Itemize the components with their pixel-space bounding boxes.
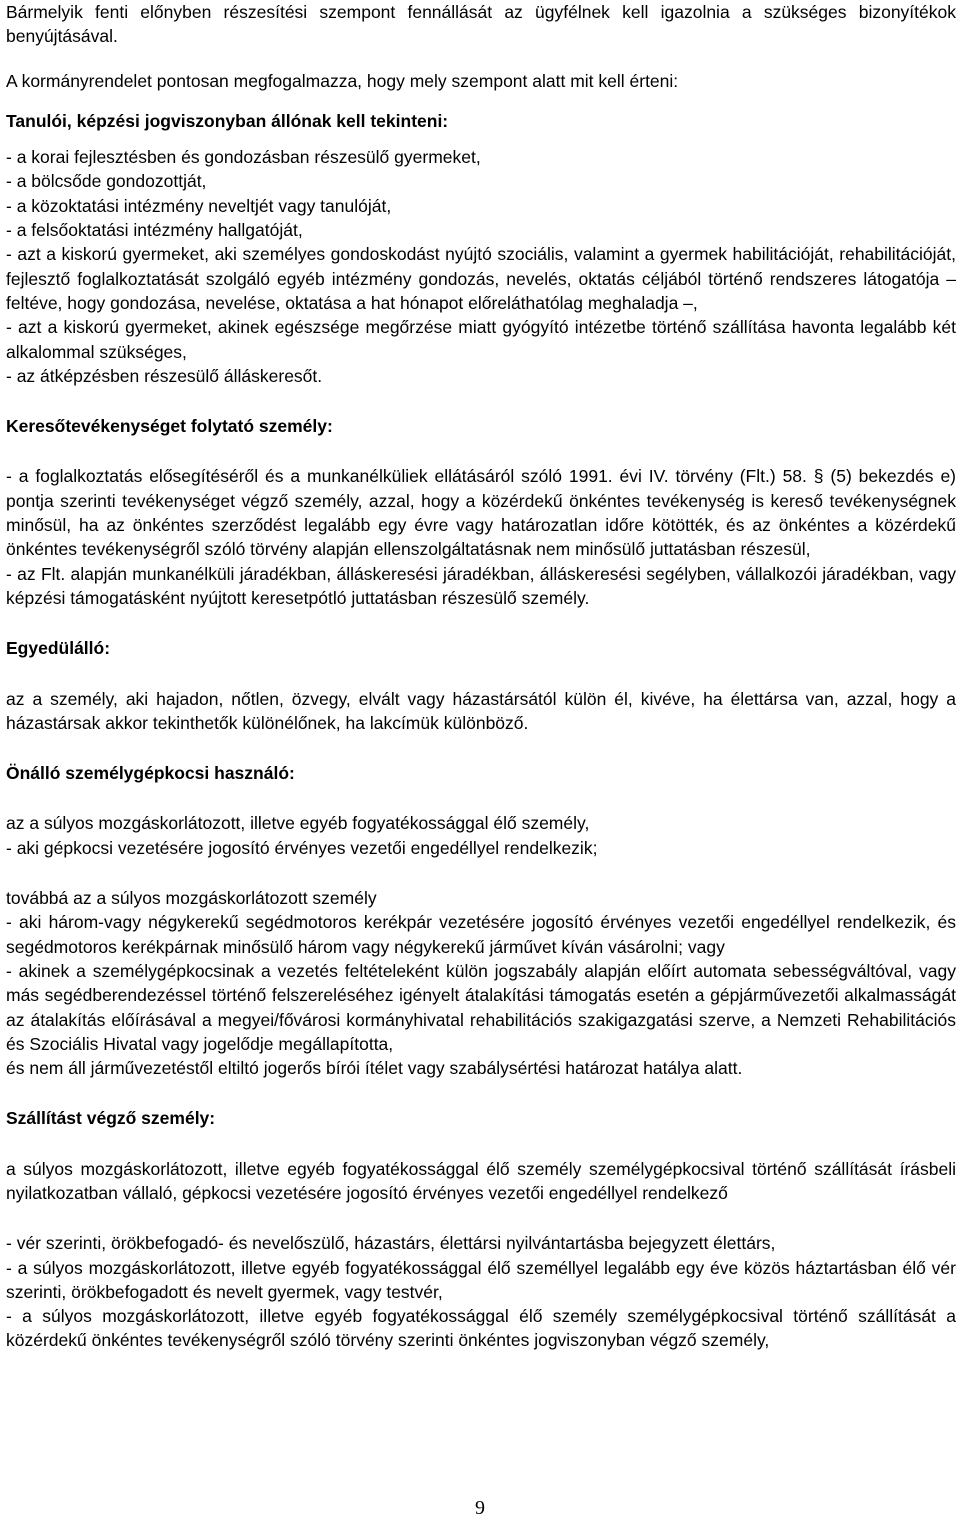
list-item: - a közoktatási intézmény neveltjét vagy tanulóját, bbox=[6, 195, 392, 216]
driver-line: és nem áll járművezetéstől eltiltó jogerős bírói ítélet vagy szabálysértési határozat hatálya alatt. bbox=[6, 1058, 743, 1079]
document-body bbox=[6, 0, 956, 1353]
section-heading-driver: Önálló személygépkocsi használó: bbox=[6, 763, 295, 784]
driver-line: - aki gépkocsi vezetésére jogosító érvényes vezetői engedéllyel rendelkezik; bbox=[6, 837, 598, 858]
single-definition: az a személy, aki hajadon, nőtlen, özvegy, elvált vagy házastársától külön él, kivéve, ha élettársa van, azzal, hogy a házastársak akkor tekinthetők különélőnek, ha lakcímük különböző. bbox=[6, 688, 956, 733]
driver-line: továbbá az a súlyos mozgáskorlátozott személy bbox=[6, 888, 377, 909]
transport-section bbox=[6, 1106, 956, 1352]
list-item: - a felsőoktatási intézmény hallgatóját, bbox=[6, 220, 303, 241]
driver-section bbox=[6, 761, 956, 1080]
page-number: 9 bbox=[475, 1497, 485, 1519]
single-section bbox=[6, 636, 956, 735]
list-item: - azt a kiskorú gyermeket, akinek egészsége megőrzése miatt gyógyító intézetbe történő szállítása havonta legalább két alkalommal szükséges, bbox=[6, 317, 956, 362]
list-item: - akinek a személygépkocsinak a vezetés feltételeként külön jogszabály alapján előírt automata sebességváltóval, vagy más segédberendezéssel történő felszereléséhez igényelt átalakítási támogatás esetén a gépjárművezetői alkalmasságát az átalakítás előírásával a megyei/fővárosi kormányhivatal rehabilitációs szakigazgatási szerve, a Nemzeti Rehabilitációs és Szociális Hivatal vagy jogelődje megállapította, bbox=[6, 960, 956, 1054]
driver-line: az a súlyos mozgáskorlátozott, illetve egyéb fogyatékossággal élő személy, bbox=[6, 813, 590, 834]
intro-paragraph: Bármelyik fenti előnyben részesítési szempont fennállását az ügyfélnek kell igazolnia a szükséges bizonyítékok benyújtásával. bbox=[6, 2, 956, 47]
list-item: - a súlyos mozgáskorlátozott, illetve egyéb fogyatékossággal élő személlyel legalább egy éve közös háztartásban élő vér szerinti, örökbefogadott és nevelt gyermek, vagy testvér, bbox=[6, 1257, 956, 1302]
list-item: - vér szerinti, örökbefogadó- és nevelőszülő, házastárs, élettársi nyilvántartásba bejegyzett élettárs, bbox=[6, 1233, 776, 1254]
transport-definition: a súlyos mozgáskorlátozott, illetve egyéb fogyatékossággal élő személy személygépkocsival történő szállítását írásbeli nyilatkozatban vállaló, gépkocsi vezetésére jogosító érvényes vezetői engedéllyel rendelkező bbox=[6, 1158, 956, 1203]
list-item: - az Flt. alapján munkanélküli járadékban, álláskeresési járadékban, álláskeresési segélyben, vállalkozói járadékban, vagy képzési támogatásként nyújtott keresetpótló juttatásban részesülő személy. bbox=[6, 563, 956, 608]
list-item: - a bölcsőde gondozottját, bbox=[6, 171, 207, 192]
jobseeker-section bbox=[6, 414, 956, 610]
list-item: - a foglalkoztatás elősegítéséről és a munkanélküliek ellátásáról szóló 1991. évi IV. törvény (Flt.) 58. § (5) bekezdés e) pontja szerinti tevékenységet végző személy, azzal, hogy a közérdekű önkéntes tevékenység is kereső tevékenységnek minősül, ha az önkéntes szerződést legalább egy évre vagy határozatlan időre kötötték, és az önkéntes a közérdekű önkéntes tevékenységről szóló törvény alapján ellenszolgáltatásnak nem minősülő juttatásban részesül, bbox=[6, 466, 956, 560]
section-heading-student: Tanulói, képzési jogviszonyban állónak kell tekinteni: bbox=[6, 110, 449, 131]
list-item: - azt a kiskorú gyermeket, aki személyes gondoskodást nyújtó szociális, valamint a gyermek habilitációját, rehabilitációját, fejlesztő foglalkoztatását szolgáló egyéb intézmény gondozás, nevelés, oktatás céljából történő rendszeres látogatója – feltéve, hogy gondozása, nevelése, oktatása a hat hónapot előreláthatólag meghaladja –, bbox=[6, 244, 956, 313]
list-item: - aki három-vagy négykerekű segédmotoros kerékpár vezetésére jogosító érvényes vezetői engedéllyel rendelkezik, és segédmotoros kerékpárnak minősülő három vagy négykerekű járművet kíván vásárolni; vagy bbox=[6, 912, 956, 957]
section-heading-jobseeker: Keresőtevékenységet folytató személy: bbox=[6, 416, 333, 437]
student-section bbox=[6, 109, 956, 388]
section-heading-transport: Szállítást végző személy: bbox=[6, 1108, 216, 1129]
list-item: - a súlyos mozgáskorlátozott, illetve egyéb fogyatékossággal élő személy személygépkocsival történő szállítását a közérdekű önkéntes tevékenységről szóló törvény szerinti önkéntes jogviszonyban végző személy, bbox=[6, 1306, 956, 1351]
definition-intro: A kormányrendelet pontosan megfogalmazza, hogy mely szempont alatt mit kell érteni: bbox=[6, 70, 679, 91]
list-item: - a korai fejlesztésben és gondozásban részesülő gyermeket, bbox=[6, 147, 481, 168]
list-item: - az átképzésben részesülő álláskeresőt. bbox=[6, 365, 323, 386]
section-heading-single: Egyedülálló: bbox=[6, 638, 111, 659]
